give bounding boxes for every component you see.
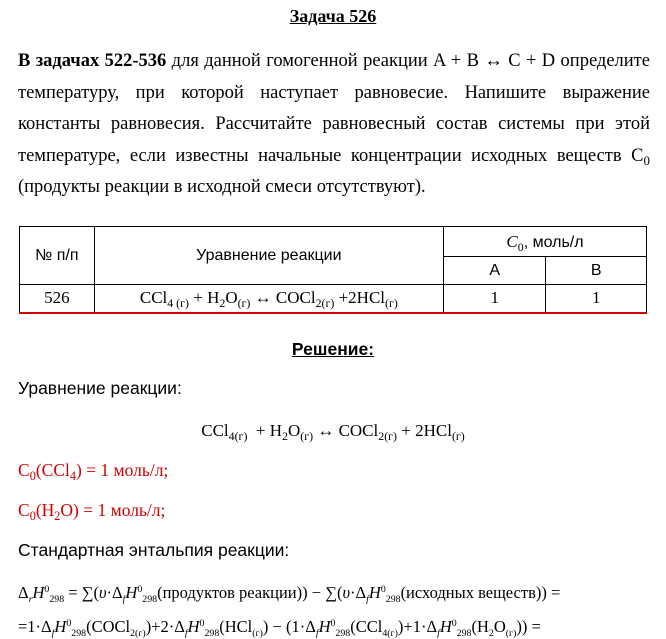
header-c0: $C_0$, моль/л — [443, 227, 646, 257]
header-num: № п/п — [20, 227, 95, 285]
task-range: В задачах 522-536 — [18, 51, 167, 71]
enthalpy-formula-1: $\Delta_rH^0_{298}$ = $\sum(\upsilon\cdot\Delta_fH^0_{298}(продуктов$ реакции)) − $\sum(\upsilon\cdot\Delta_fH^0_{298}(исходных$ веществ)) = — [18, 583, 561, 605]
row-a: 1 — [443, 285, 545, 313]
enthalpy-formula-2: $=1\cdot\Delta_fH^0_{298}(COCl_{2(г)})+2\cdot\Delta_fH^0_{298}(HCl_{(г)}) - (1\cdot\Delta_fH^0_{298}(CCl_{4(г)})+1\cdot\Delta_fH^0_{298}(H_2O_{(г)}))$ = — [18, 617, 541, 639]
table-row — [20, 285, 647, 313]
solution-title: Решение: — [291, 339, 375, 359]
equation-label: Уравнение реакции: — [18, 378, 182, 398]
row-b: 1 — [546, 285, 647, 313]
header-equation: Уравнение реакции — [94, 227, 443, 285]
task-table — [19, 226, 647, 314]
header-b: B — [546, 257, 647, 285]
row-num: 526 — [20, 285, 95, 313]
reaction-equation: $CCl_{4(г)} + H_2O_{(г)}$ ↔ COCl$_{2(г)}$ + 2HCl$_{(г)}$ — [201, 421, 465, 443]
enthalpy-label: Стандартная энтальпия реакции: — [18, 540, 290, 560]
row-equation: $CCl_{4 (г)} + H_2O_{(г)}$ ↔ COCl$_{2(г)}$ +2HCl$_{(г)}$ — [94, 285, 443, 313]
task-title: Задача 526 — [289, 6, 377, 26]
task-description: В задачах 522-536 для данной гомогенной реакции A + B ↔ C + D определите температуру, при которой наступает равновесие. Напишите выражение константы равновесия. Рассчитайте равновесный состав системы при этой температуре, если известны начальные концентрации исходных веществ $C_0$ (продукты реакции в исходной смеси отсутствуют). — [18, 51, 650, 197]
header-a: A — [443, 257, 545, 285]
c0-h2o: $C_0(H_2O) = 1$ моль/л; — [18, 500, 166, 523]
c0-ccl4: $C_0(CCl_4) = 1$ моль/л; — [18, 460, 169, 483]
